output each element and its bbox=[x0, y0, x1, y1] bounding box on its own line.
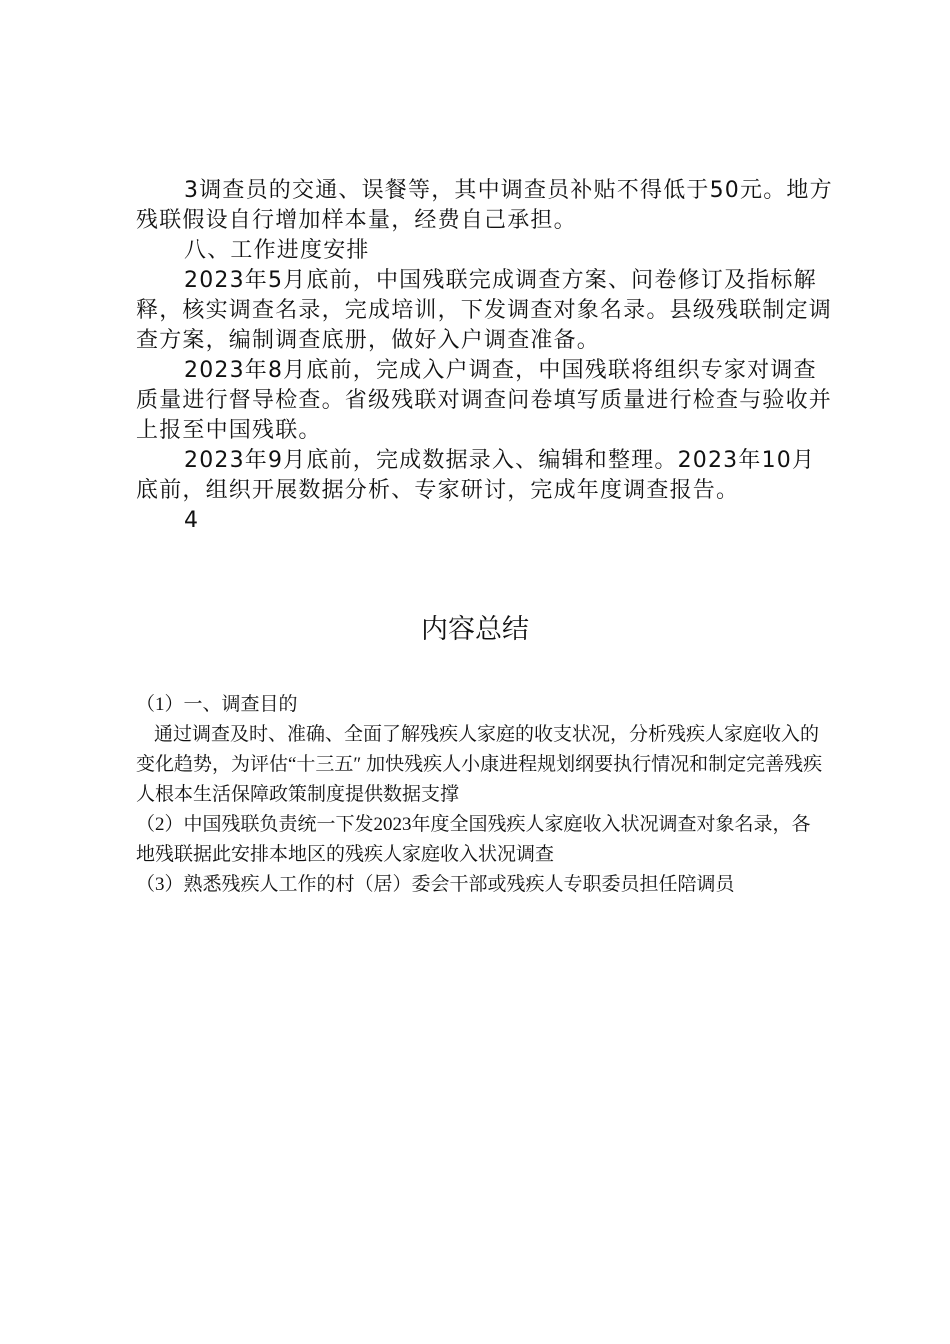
document-body bbox=[136, 176, 836, 536]
paragraph-september: 2023年9月底前，完成数据录入、编辑和整理。2023年10月底前，组织开展数据分析、专家研讨，完成年度调查报告。 bbox=[136, 448, 816, 503]
summary-item-1-body: 通过调查及时、准确、全面了解残疾人家庭的收支状况，分析残疾人家庭收入的变化趋势，为评估“十三五″ 加快残疾人小康进程规划纲要执行情况和制定完善残疾人根本生活保障政策制度提供数据支撑 bbox=[136, 724, 823, 805]
paragraph-may: 2023年5月底前，中国残联完成调查方案、问卷修订及指标解释，核实调查名录，完成培训，下发调查对象名录。县级残联制定调查方案，编制调查底册，做好入户调查准备。 bbox=[136, 268, 833, 353]
section-heading-schedule: 八、工作进度安排 bbox=[184, 238, 370, 263]
page-number: 4 bbox=[184, 508, 200, 533]
paragraph-subsidy: 3调查员的交通、误餐等，其中调查员补贴不得低于50元。地方残联假设自行增加样本量，经费自己承担。 bbox=[136, 178, 833, 233]
summary-item-2: （2）中国残联负责统一下发2023年度全国残疾人家庭收入状况调查对象名录，各地残联据此安排本地区的残疾人家庭收入状况调查 bbox=[136, 814, 811, 865]
summary-section bbox=[136, 690, 826, 900]
paragraph-august: 2023年8月底前，完成入户调查，中国残联将组织专家对调查质量进行督导检查。省级残联对调查问卷填写质量进行检查与验收并上报至中国残联。 bbox=[136, 358, 833, 443]
summary-item-3: （3）熟悉残疾人工作的村（居）委会干部或残疾人专职委员担任陪调员 bbox=[136, 874, 735, 895]
summary-item-1-heading: （1）一、调查目的 bbox=[136, 694, 298, 715]
summary-title: 内容总结 bbox=[421, 614, 529, 645]
